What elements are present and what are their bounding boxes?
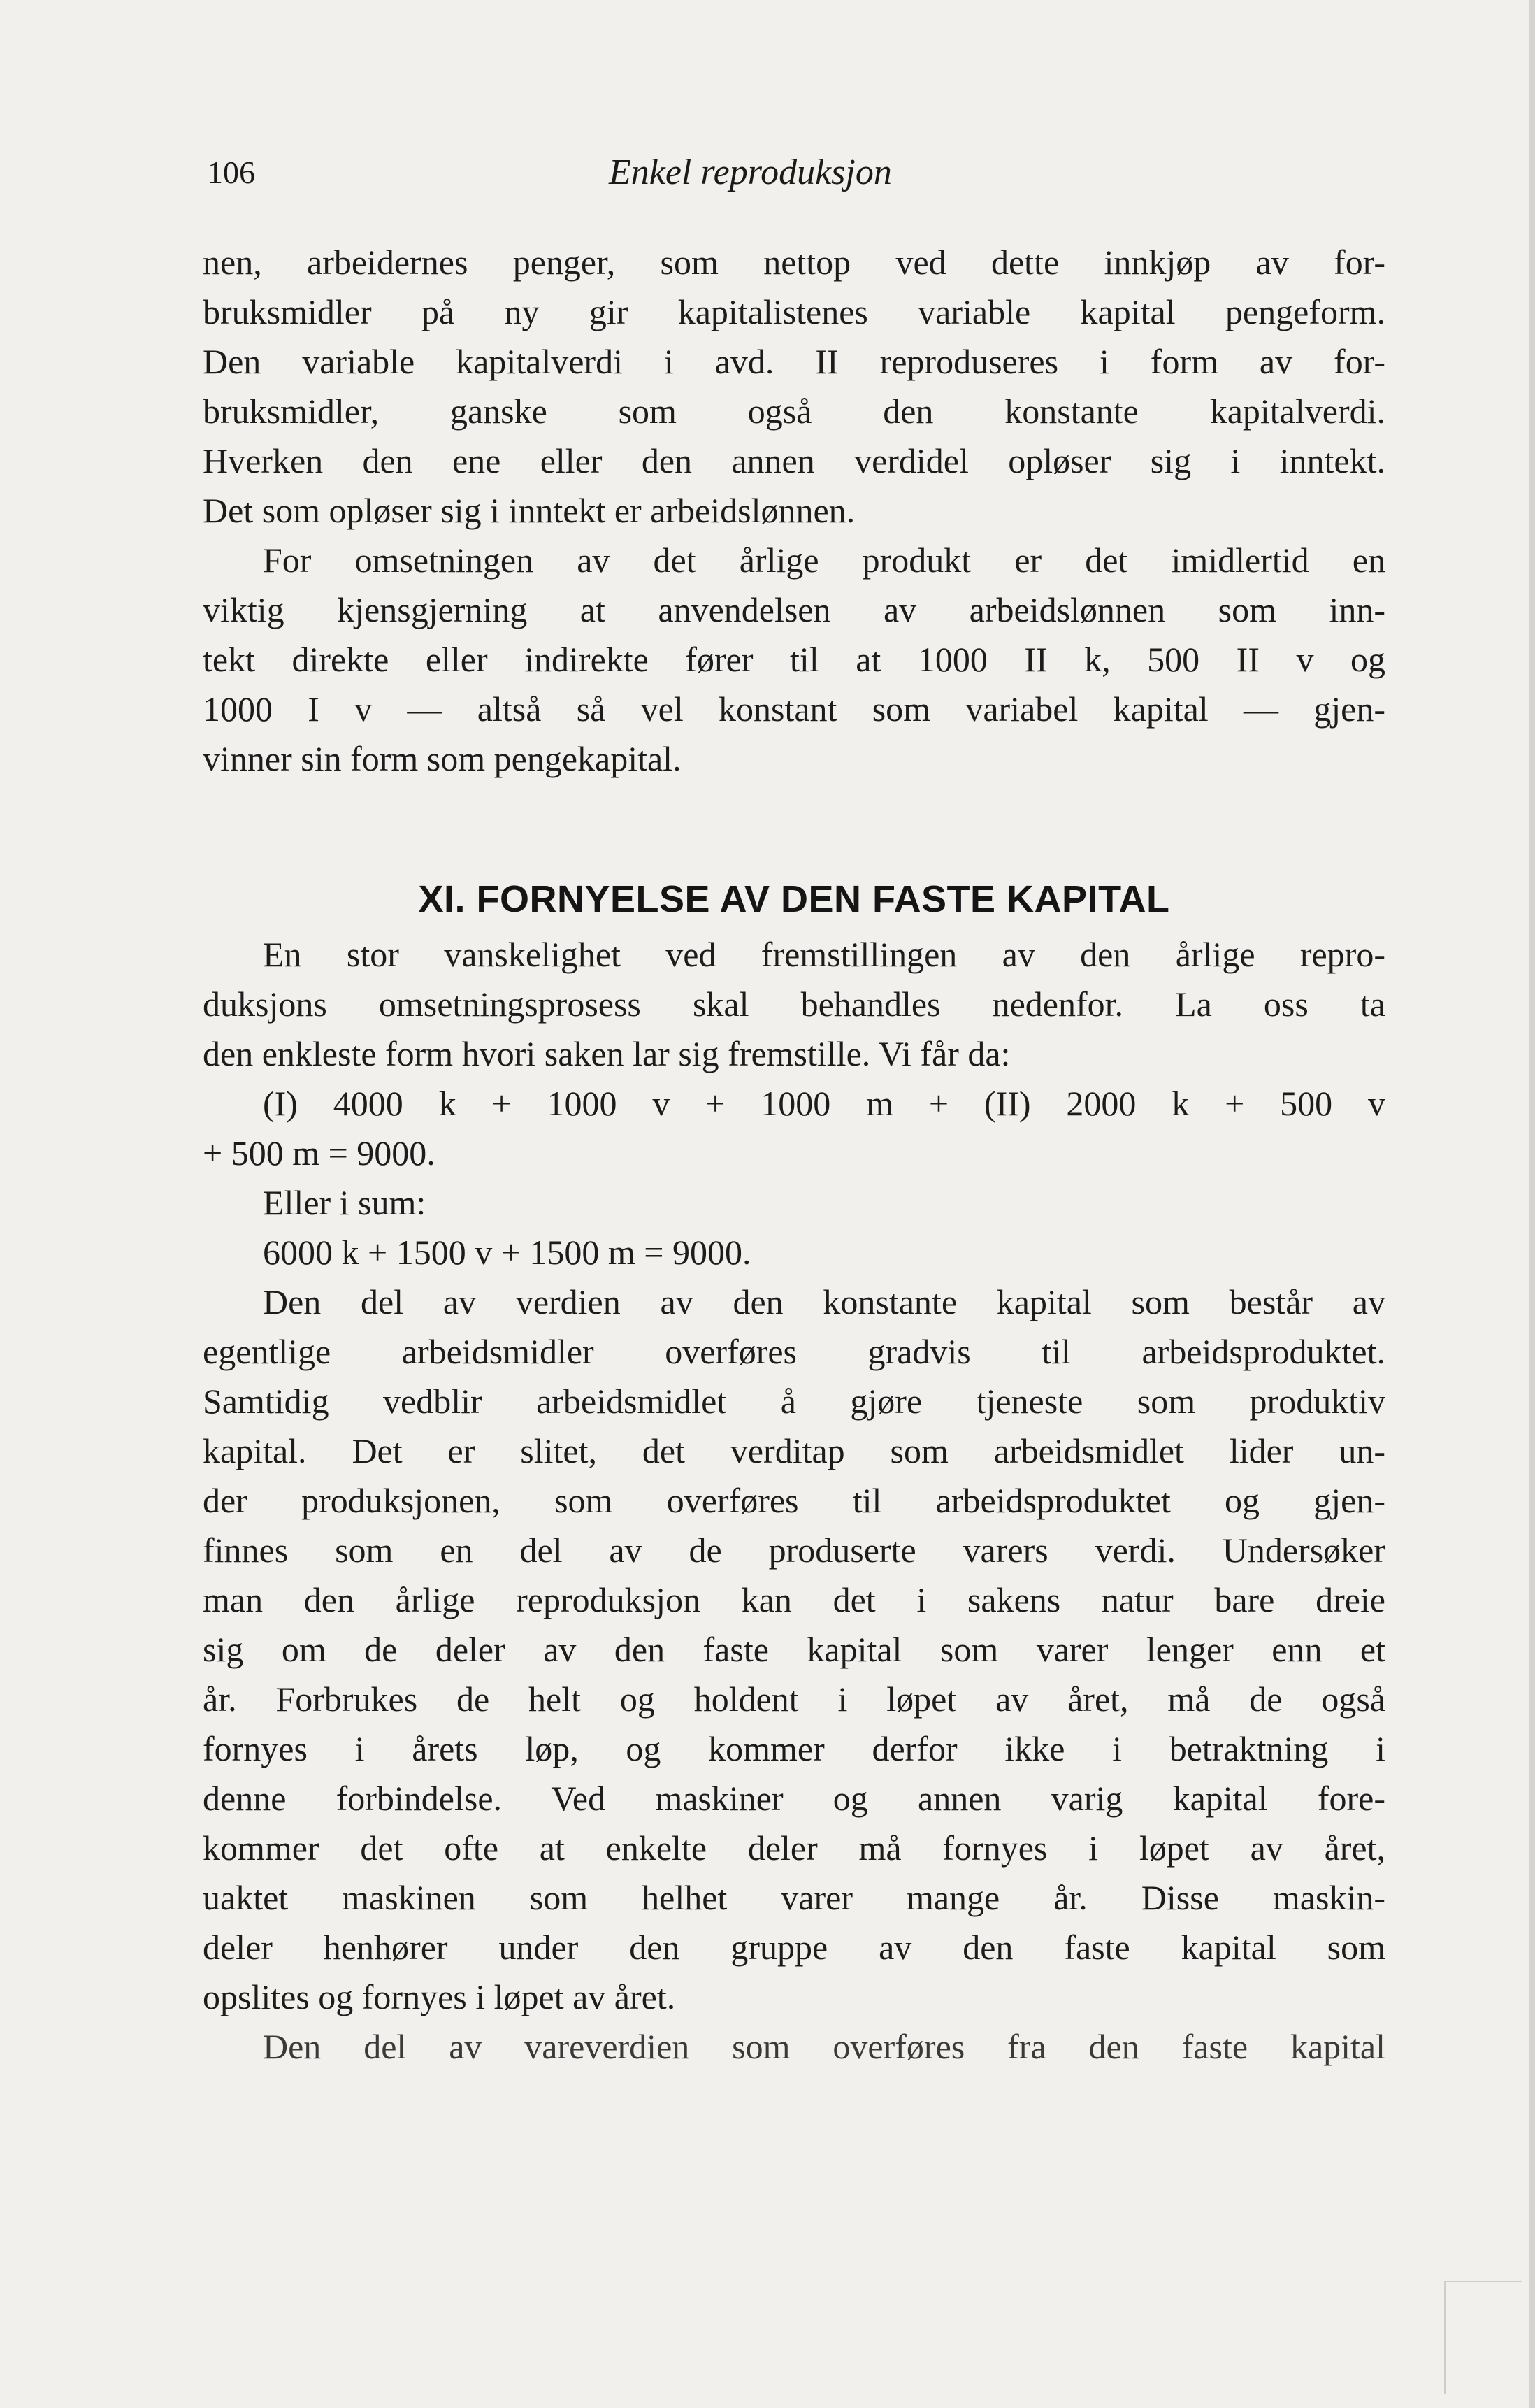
text-line: Den del av vareverdien som overføres fra den faste kapital (263, 2027, 1385, 2066)
formula-line: (I) 4000 k + 1000 v + 1000 m + (II) 2000 k + 500 v (263, 1084, 1385, 1123)
text-line: duksjons omsetningsprosess skal behandles nedenfor. La oss ta (203, 984, 1385, 1024)
text-line: man den årlige reproduksjon kan det i sakens natur bare dreie (203, 1580, 1385, 1619)
text-line: fornyes i årets løp, og kommer derfor ikke i betraktning i (203, 1729, 1385, 1768)
body-text (203, 238, 1385, 2072)
text-line: den enkleste form hvori saken lar sig fremstille. Vi får da: (203, 1034, 1011, 1073)
text-line: 1000 I v — altså så vel konstant som variabel kapital — gjen- (203, 689, 1385, 729)
formula-line: + 500 m = 9000. (203, 1133, 435, 1173)
text-line: opslites og fornyes i løpet av året. (203, 1977, 676, 2016)
scan-corner-mark (1444, 2281, 1522, 2394)
text-line: For omsetningen av det årlige produkt er det imidlertid en (263, 540, 1385, 580)
text-line: Eller i sum: (263, 1183, 426, 1222)
text-line: uaktet maskinen som helhet varer mange år. Disse maskin- (203, 1878, 1385, 1917)
text-line: finnes som en del av de produserte varers verdi. Undersøker (203, 1531, 1385, 1570)
text-line: Den del av verdien av den konstante kapital som består av (263, 1282, 1385, 1321)
running-title: Enkel reproduksjon (609, 152, 892, 192)
text-line: Den variable kapitalverdi i avd. II reproduseres i form av for- (203, 342, 1385, 381)
text-line: kapital. Det er slitet, det verditap som arbeidsmidlet lider un- (203, 1431, 1385, 1470)
text-line: sig om de deler av den faste kapital som varer lenger enn et (203, 1630, 1385, 1669)
text-line: år. Forbrukes de helt og holdent i løpet av året, må de også (203, 1679, 1385, 1719)
page-edge (1529, 0, 1535, 2408)
text-line: denne forbindelse. Ved maskiner og annen varig kapital fore- (203, 1779, 1385, 1818)
text-line: nen, arbeidernes penger, som nettop ved dette innkjøp av for- (203, 243, 1385, 282)
text-line: deler henhører under den gruppe av den faste kapital som (203, 1928, 1385, 1967)
text-line: kommer det ofte at enkelte deler må fornyes i løpet av året, (203, 1828, 1385, 1868)
text-line: viktig kjensgjerning at anvendelsen av arbeidslønnen som inn- (203, 590, 1385, 629)
text-line: Det som opløser sig i inntekt er arbeidslønnen. (203, 491, 856, 530)
text-line: En stor vanskelighet ved fremstillingen av den årlige repro- (263, 935, 1385, 974)
text-line: Hverken den ene eller den annen verdidel opløser sig i inntekt. (203, 441, 1385, 480)
page-header (207, 148, 1395, 197)
text-line: egentlige arbeidsmidler overføres gradvis til arbeidsproduktet. (203, 1332, 1385, 1371)
text-line: vinner sin form som pengekapital. (203, 739, 682, 778)
text-line: Samtidig vedblir arbeidsmidlet å gjøre tjeneste som produktiv (203, 1382, 1385, 1421)
section-gap (203, 784, 1385, 875)
text-line: bruksmidler, ganske som også den konstante kapitalverdi. (203, 392, 1385, 431)
text-line: tekt direkte eller indirekte fører til at 1000 II k, 500 II v og (203, 640, 1385, 679)
text-line: bruksmidler på ny gir kapitalistenes variable kapital pengeform. (203, 292, 1385, 331)
page-number: 106 (207, 155, 255, 190)
formula-line: 6000 k + 1500 v + 1500 m = 9000. (263, 1233, 751, 1272)
text-line: der produksjonen, som overføres til arbeidsproduktet og gjen- (203, 1481, 1385, 1520)
section-heading: XI. FORNYELSE AV DEN FASTE KAPITAL (418, 878, 1170, 920)
